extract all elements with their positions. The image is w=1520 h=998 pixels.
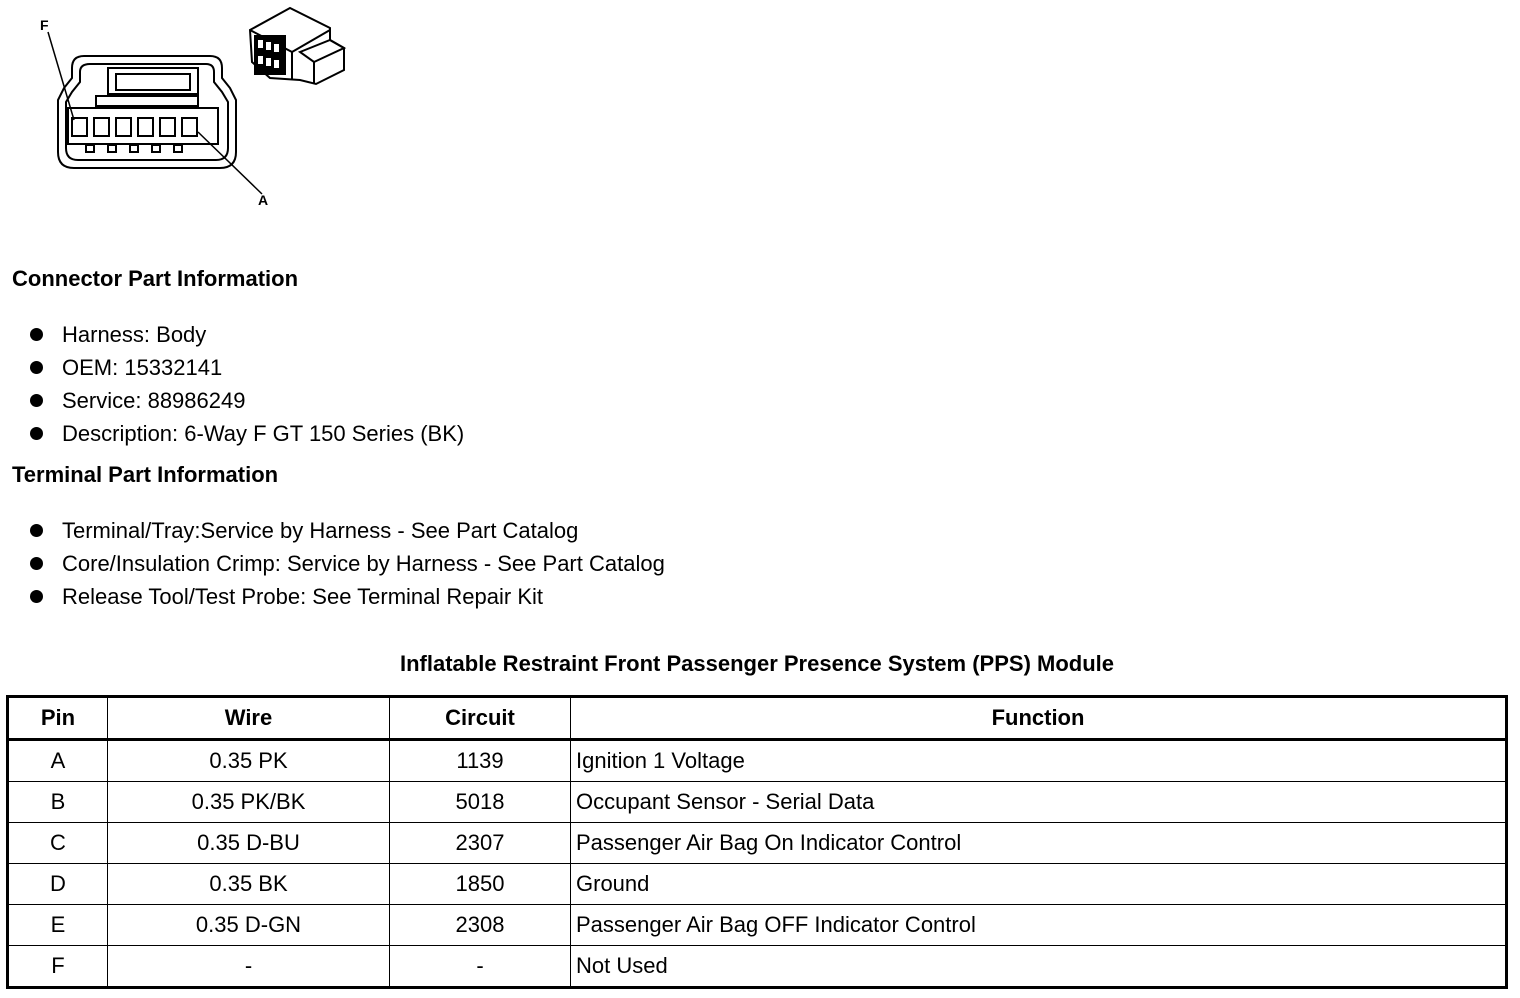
cell-wire: 0.35 PK [108, 740, 390, 782]
column-header-function: Function [571, 697, 1507, 740]
cell-circuit: 1139 [390, 740, 571, 782]
table-header-row [8, 697, 1507, 740]
table-row [8, 823, 1507, 864]
table-row [8, 782, 1507, 823]
list-item [30, 580, 665, 613]
cell-function: Passenger Air Bag On Indicator Control [571, 823, 1507, 864]
cell-function: Ignition 1 Voltage [571, 740, 1507, 782]
list-item-text: Release Tool/Test Probe: See Terminal Repair Kit [62, 584, 543, 609]
terminal-part-info-heading: Terminal Part Information [12, 462, 279, 487]
list-item-text: Service: 88986249 [62, 388, 246, 413]
cell-pin: D [8, 864, 108, 905]
list-item [30, 417, 464, 450]
list-item [30, 384, 464, 417]
list-item [30, 351, 464, 384]
table-row [8, 905, 1507, 946]
bullet-icon [30, 524, 43, 537]
list-item [30, 318, 464, 351]
cell-circuit: 1850 [390, 864, 571, 905]
cell-function: Ground [571, 864, 1507, 905]
connector-face-view [58, 56, 236, 168]
cell-function: Passenger Air Bag OFF Indicator Control [571, 905, 1507, 946]
list-item-text: OEM: 15332141 [62, 355, 223, 380]
bullet-icon [30, 590, 43, 603]
cell-pin: A [8, 740, 108, 782]
list-item [30, 514, 665, 547]
list-item-text: Harness: Body [62, 322, 207, 347]
bullet-icon [30, 427, 43, 440]
cell-pin: F [8, 946, 108, 988]
connector-diagram [0, 0, 380, 220]
pin-table [6, 695, 1508, 989]
list-item [30, 547, 665, 580]
cell-pin: C [8, 823, 108, 864]
table-row [8, 946, 1507, 988]
pin-label-f: F [40, 17, 49, 33]
cell-wire: 0.35 PK/BK [108, 782, 390, 823]
pin-label-a: A [258, 192, 269, 208]
cell-function: Occupant Sensor - Serial Data [571, 782, 1507, 823]
connector-part-info-heading: Connector Part Information [12, 266, 299, 291]
column-header-circuit: Circuit [390, 697, 571, 740]
terminal-part-info-list [30, 514, 665, 613]
list-item-text: Terminal/Tray:Service by Harness - See Part Catalog [62, 518, 579, 543]
bullet-icon [30, 394, 43, 407]
leader-line-a [198, 132, 262, 194]
bullet-icon [30, 328, 43, 341]
cell-wire: 0.35 BK [108, 864, 390, 905]
bullet-icon [30, 361, 43, 374]
connector-iso-view [250, 8, 344, 84]
connector-part-info-list [30, 318, 464, 450]
list-item-text: Core/Insulation Crimp: Service by Harness - See Part Catalog [62, 551, 665, 576]
list-item-text: Description: 6-Way F GT 150 Series (BK) [62, 421, 465, 446]
leader-line-f [48, 32, 74, 120]
table-row [8, 740, 1507, 782]
cell-pin: B [8, 782, 108, 823]
bullet-icon [30, 557, 43, 570]
cell-pin: E [8, 905, 108, 946]
cell-circuit: - [390, 946, 571, 988]
cell-wire: - [108, 946, 390, 988]
cell-circuit: 2307 [390, 823, 571, 864]
cell-circuit: 5018 [390, 782, 571, 823]
column-header-pin: Pin [8, 697, 108, 740]
cell-circuit: 2308 [390, 905, 571, 946]
cell-wire: 0.35 D-BU [108, 823, 390, 864]
cell-function: Not Used [571, 946, 1507, 988]
table-title: Inflatable Restraint Front Passenger Presence System (PPS) Module [400, 651, 1114, 676]
table-row [8, 864, 1507, 905]
column-header-wire: Wire [108, 697, 390, 740]
cell-wire: 0.35 D-GN [108, 905, 390, 946]
